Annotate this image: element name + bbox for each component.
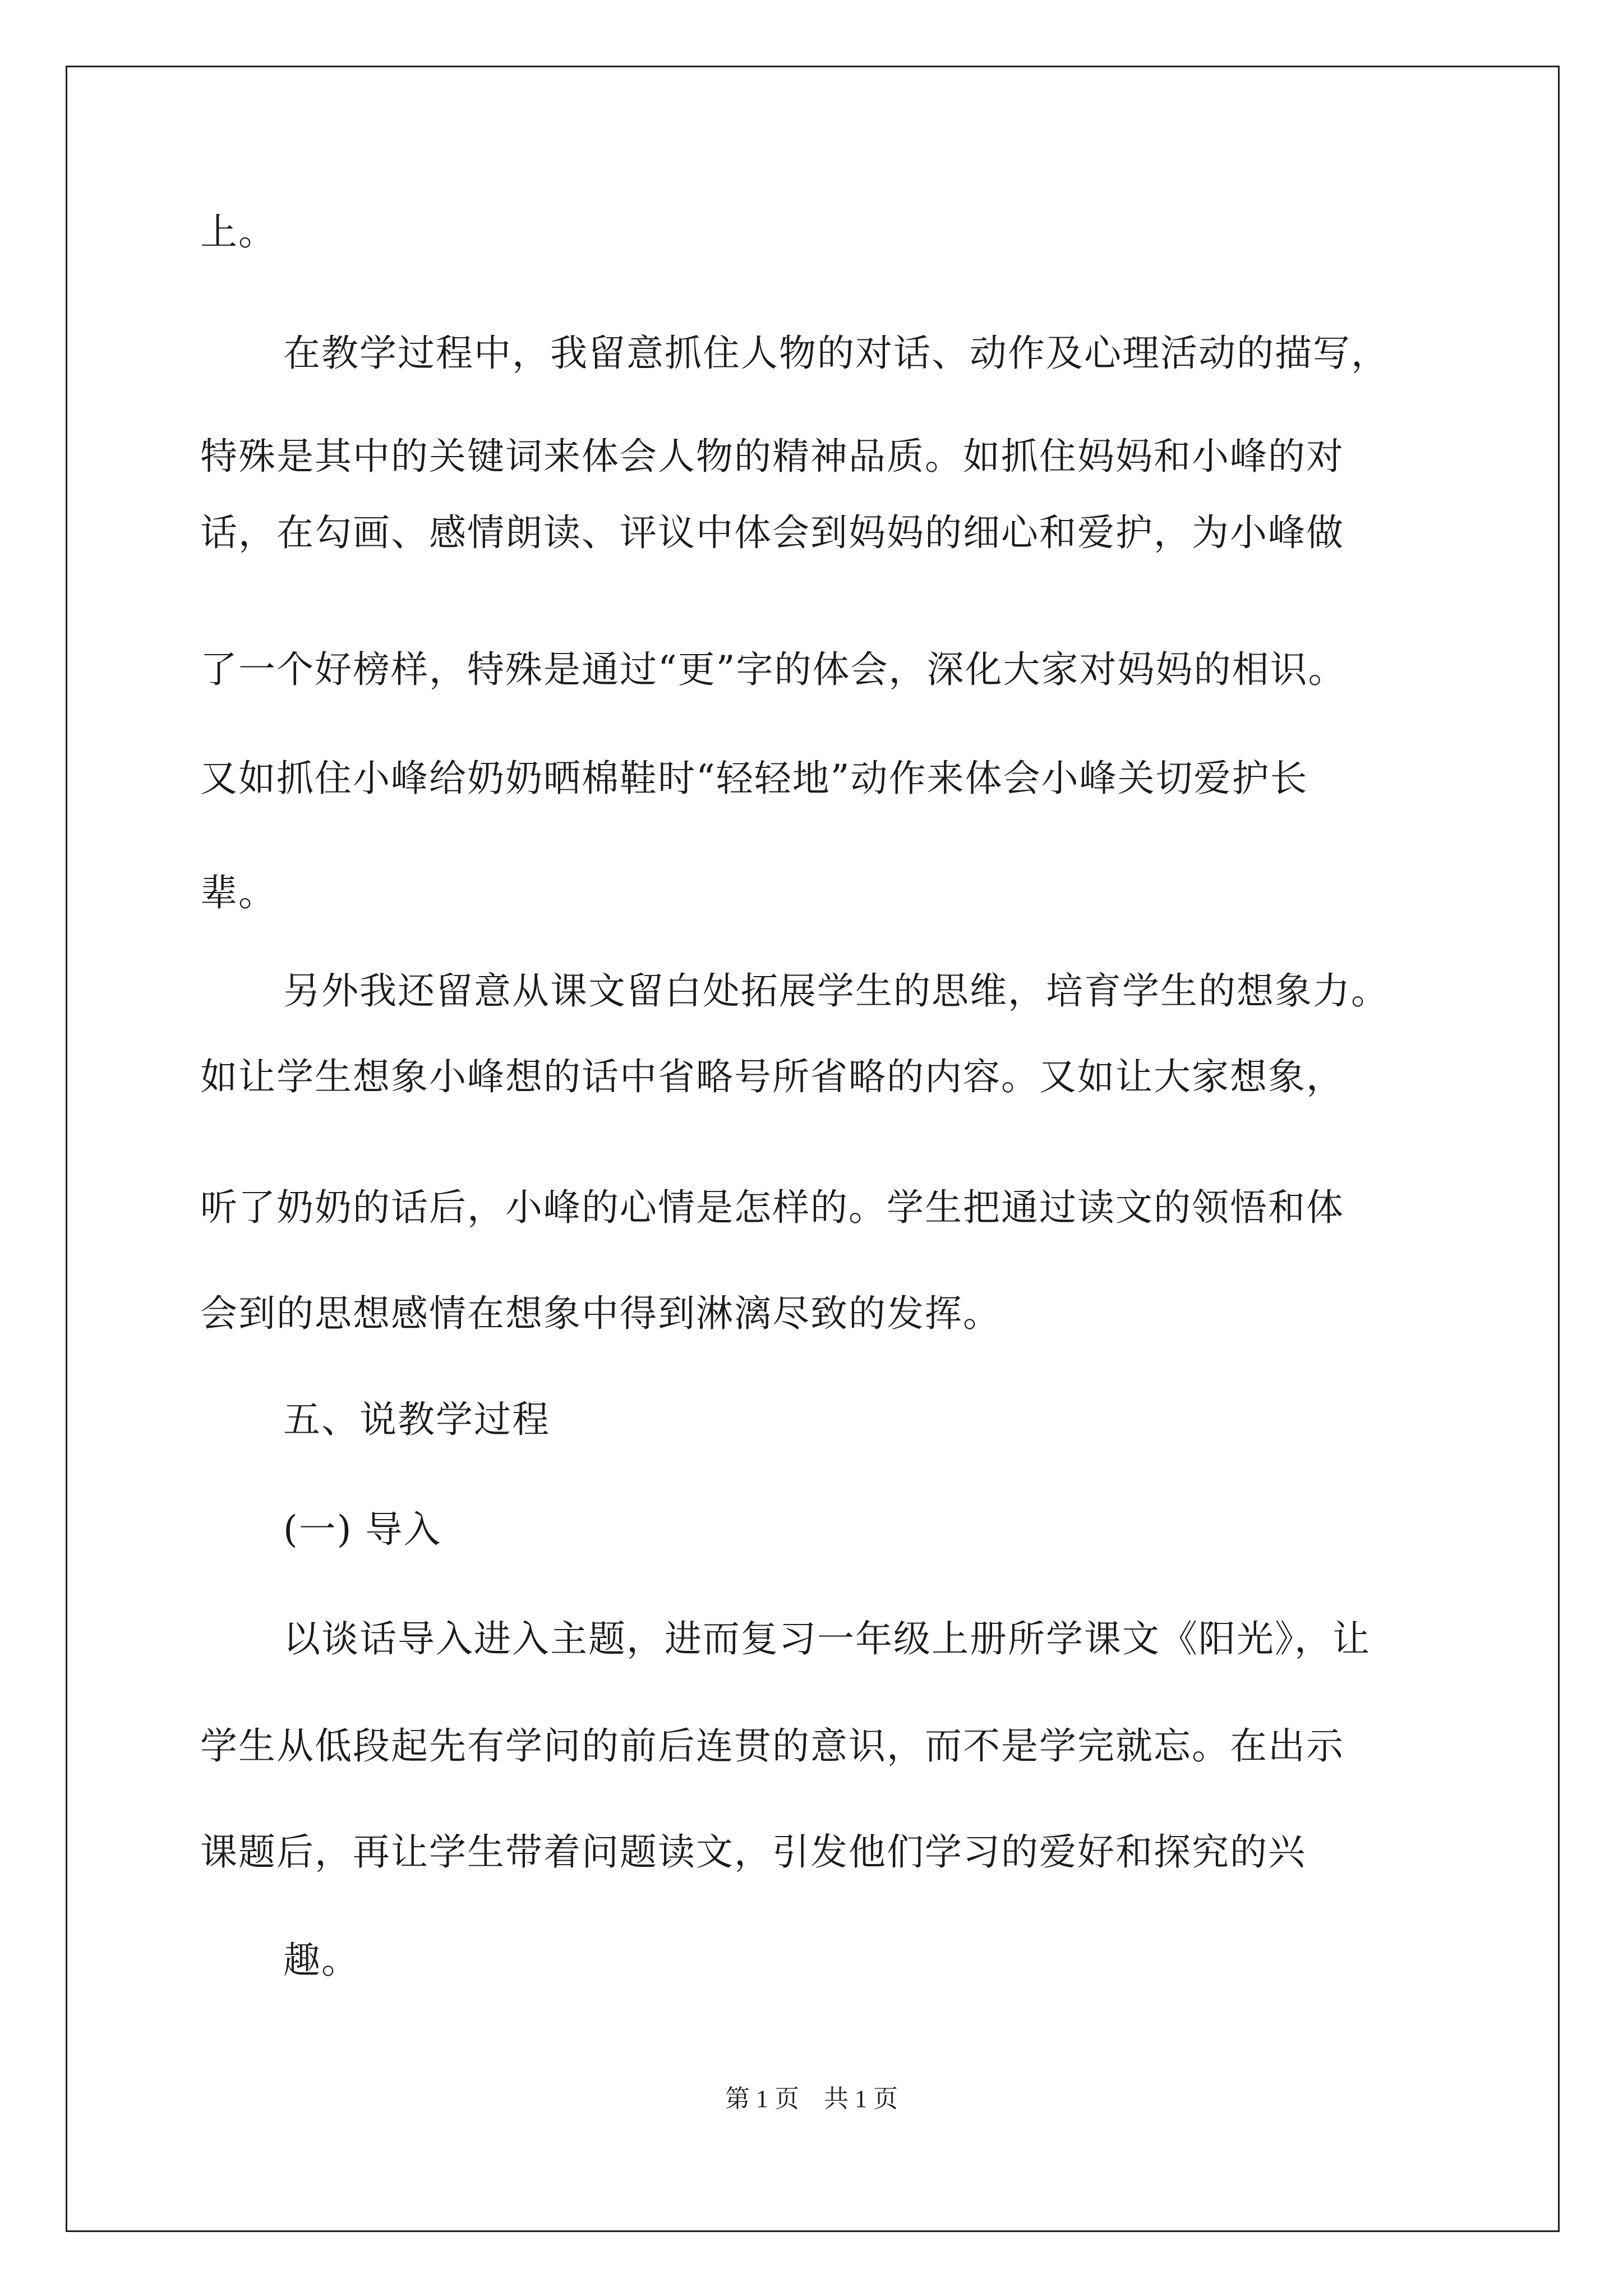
text-line: 上。: [200, 210, 276, 254]
paragraph-line: 另外我还留意从课文留白处拓展学生的思维，培育学生的想象力。: [283, 969, 1389, 1013]
page-border: [66, 66, 1560, 2232]
text-line: 特殊是其中的关键词来体会人物的精神品质。如抓住妈妈和小峰的对: [200, 435, 1344, 478]
text-line: 课题后，再让学生带着问题读文，引发他们学习的爱好和探究的兴: [200, 1830, 1306, 1874]
text-line: 会到的思想感情在想象中得到淋漓尽致的发挥。: [200, 1292, 1001, 1335]
text-line: 如让学生想象小峰想的话中省略号所省略的内容。又如让大家想象，: [200, 1055, 1344, 1098]
page-footer: 第 1 页 共 1 页: [725, 2085, 898, 2113]
text-line: 又如抓住小峰给奶奶晒棉鞋时“轻轻地”动作来体会小峰关切爱护长: [200, 757, 1308, 800]
text-line: 学生从低段起先有学问的前后连贯的意识，而不是学完就忘。在出示: [200, 1724, 1344, 1768]
text-line: 了一个好榜样，特殊是通过“更”字的体会，深化大家对妈妈的相识。: [200, 648, 1347, 691]
text-line: 话，在勾画、感情朗读、评议中体会到妈妈的细心和爱护，为小峰做: [200, 511, 1344, 554]
paragraph-line: 在教学过程中，我留意抓住人物的对话、动作及心理活动的描写，: [283, 332, 1389, 375]
paragraph-line: 以谈话导入进入主题，进而复习一年级上册所学课文《阳光》，让: [283, 1617, 1371, 1660]
subsection-heading: (一) 导入: [283, 1508, 442, 1551]
text-line: 趣。: [283, 1939, 359, 1982]
section-heading: 五、说教学过程: [283, 1398, 550, 1441]
text-line: 辈。: [200, 871, 276, 914]
text-line: 听了奶奶的话后，小峰的心情是怎样的。学生把通过读文的领悟和体: [200, 1186, 1344, 1229]
